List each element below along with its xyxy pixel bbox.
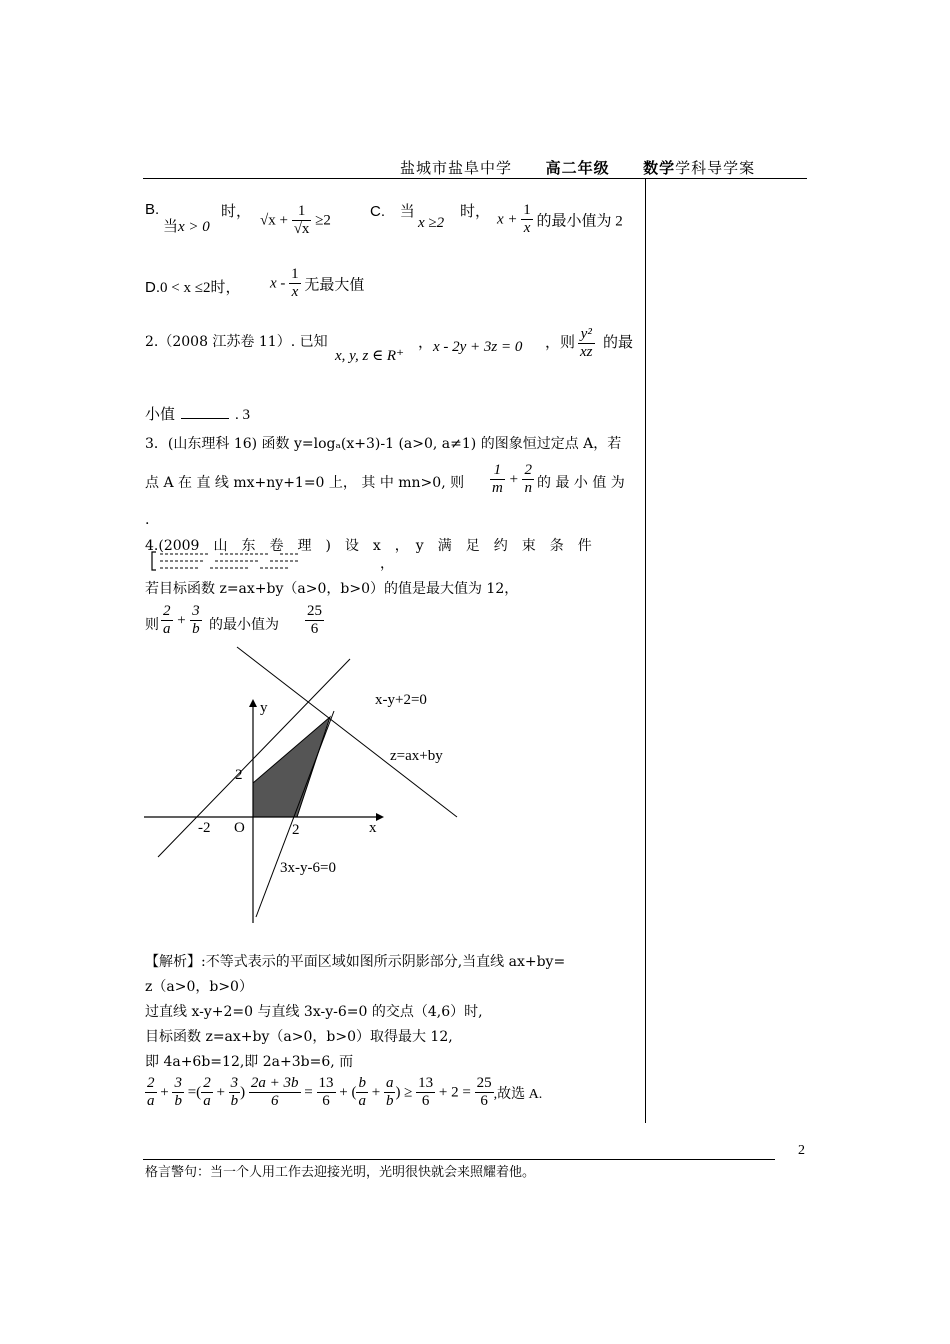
label-3x-y-6: 3x-y-6=0 (280, 860, 336, 876)
origin-label: O (234, 820, 245, 836)
label-objective: z=ax+by (390, 748, 443, 764)
page-number: 2 (798, 1143, 805, 1158)
q2-vars: x, y, z ∈ R⁺ (335, 348, 405, 364)
q2-comma: ， (418, 333, 434, 351)
footer-motto: 格言警句：当一个人用工作去迎接光明，光明很快就会来照耀着他。 (145, 1165, 536, 1180)
solution-line3: 过直线 x-y+2=0 与直线 3x-y-6=0 的交点（4,6）时, (145, 1004, 483, 1020)
x-tick-2: 2 (292, 822, 300, 838)
solution-line1: 【解析】:不等式表示的平面区域如图所示阴影部分,当直线 ax+by= (145, 954, 566, 970)
option-b-when: 当x > 0 (163, 217, 210, 235)
q3-line2a: 点 A 在 直 线 mx+ny+1=0 上， 其 中 mn>0, 则 (145, 475, 465, 491)
option-d: D.0 < x ≤2时， (145, 278, 241, 296)
q4-line1: 4.(2009 山 东 卷 理 ) 设 x ， y 满 足 约 束 条 件 (145, 538, 592, 554)
x-tick-neg2: -2 (198, 820, 211, 836)
q3-line1: 3．(山东理科 16) 函数 y=logₐ(x+3)-1 (a>0, a≠1) 的图象恒过定点 A，若 (145, 436, 622, 452)
q2-line2: 小值 . 3 (145, 405, 251, 423)
q4-fractions: $\frac{2}{a}$ + $\frac{3}{b}$ (163, 603, 200, 638)
option-c-expr: x + $\frac{1}{x}$ 的最小值为 2 (497, 202, 623, 237)
option-c: C. 当 (370, 202, 415, 220)
header-school: 盐城市盐阜中学 (400, 159, 513, 177)
option-b (145, 200, 159, 218)
q2-tail: 的最 (603, 333, 634, 351)
option-d-expr: x - $\frac{1}{x}$ 无最大值 (270, 266, 365, 301)
label-x-y-2: x-y+2=0 (375, 692, 427, 708)
header-rule (143, 178, 807, 179)
q4-line1-end: ， (380, 556, 394, 572)
q3-line3: . (145, 512, 150, 528)
header (400, 157, 755, 178)
x-axis-arrow (376, 813, 384, 821)
q4-line2: 若目标函数 z=ax+by（a>0，b>0）的值是最大值为 12， (145, 581, 519, 597)
q2-frac: $\frac{\text{y²}}{xz}$ (580, 326, 593, 361)
q4-then: 则 (145, 617, 159, 633)
footer-rule (143, 1159, 775, 1160)
solution-line5: 即 4a+6b=12,即 2a+3b=6, 而 (145, 1054, 354, 1070)
header-subject-bold: 数学 (643, 159, 676, 177)
solution-line4: 目标函数 z=ax+by（a>0，b>0）取得最大 12, (145, 1029, 453, 1045)
option-b-shi: 时， (221, 202, 252, 220)
x-label: x (369, 820, 377, 836)
feasible-region-graph (140, 645, 470, 945)
q2-prefix: 2.（2008 江苏卷 11）. 已知 (145, 334, 328, 350)
y-axis-arrow (249, 699, 257, 707)
q4-constraint-system (150, 550, 310, 572)
option-c-shi: 时， (460, 202, 491, 220)
header-grade: 高二年级 (545, 159, 610, 177)
line-x-y-2 (158, 659, 350, 857)
q4-answer: $\frac{25}{6}$ (307, 603, 322, 638)
solution-final-equation: $\frac{2}{a}$ + $\frac{3}{b}$ =( $\frac{2}{a}$ + $\frac{3}{b}$ ) $\frac{2a + 3b}{6}$ = $\frac{13}{6}$ + ( $\frac{b}{a}$ + $\frac{a}{b}$ ) ≥ $\frac{13}{6}$ + 2 = $\frac{25}{6}$ ,故选 A. (147, 1075, 543, 1110)
q4-mid: 的最小值为 (209, 617, 279, 633)
q2-eq: x - 2y + 3z = 0 (433, 339, 523, 355)
q2-then: ，则 (545, 333, 576, 351)
solution-line2: z（a>0，b>0） (145, 979, 253, 995)
q3-fractions: $\frac{1}{m}$ + $\frac{2}{n}$ (492, 462, 532, 497)
shaded-region (253, 717, 330, 817)
q3-line2b: 的 最 小 值 为 (537, 475, 625, 491)
header-subject-rest: 学科导学案 (675, 159, 756, 177)
option-b-expr: √x + $\frac{1}{√x}$ ≥2 (260, 203, 331, 238)
y-label: y (260, 700, 268, 716)
option-b-label: B. (145, 201, 160, 218)
option-c-cond: x ≥2 (418, 215, 445, 231)
y-tick-2: 2 (235, 767, 243, 783)
column-divider (645, 179, 646, 1123)
q2-answer: 3 (242, 407, 251, 423)
